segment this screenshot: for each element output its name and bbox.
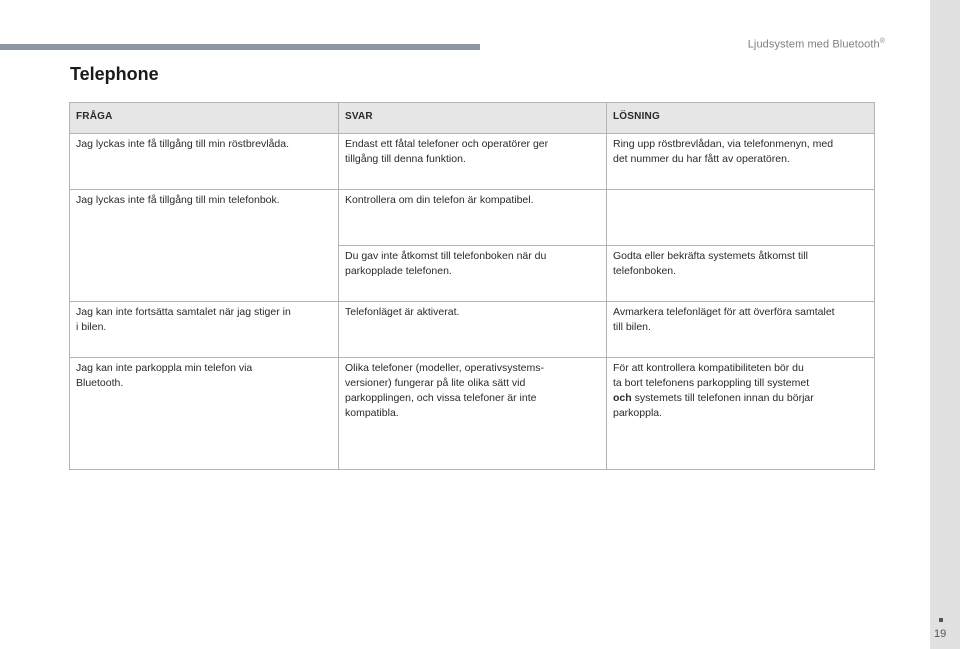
cell-line: För att kontrollera kompatibiliteten bör du (613, 362, 804, 374)
registered-mark: ® (879, 38, 885, 45)
cell-line: Ring upp röstbrevlådan, via telefonmenyn, med (613, 138, 834, 150)
header-solution: LÖSNING (607, 103, 875, 134)
cell-line: Endast ett fåtal telefoner och operatörer ger (345, 138, 549, 150)
question-cell (70, 134, 339, 190)
cell-line: ta bort telefonens parkoppling till systemet (613, 377, 810, 389)
page-number: 19 (934, 628, 947, 640)
cell-line: Jag kan inte parkoppla min telefon via (76, 362, 253, 374)
cell-line: Avmarkera telefonläget för att överföra samtalet (613, 306, 835, 318)
cell-line: det nummer du har fått av operatören. (613, 153, 790, 165)
cell-line: i bilen. (76, 321, 107, 333)
header-rule (0, 44, 480, 50)
solution-cell (607, 302, 875, 358)
cell-line: Du gav inte åtkomst till telefonboken när du (345, 250, 547, 262)
solution-cell (607, 246, 875, 302)
troubleshooting-table (69, 102, 875, 470)
cell-line: Godta eller bekräfta systemets åtkomst till (613, 250, 808, 262)
solution-cell (607, 190, 875, 246)
cell-line: parkopplade telefonen. (345, 265, 452, 277)
cell-line (613, 391, 868, 406)
question-cell (70, 358, 339, 470)
header-question: FRÅGA (70, 103, 339, 134)
section-label: Ljudsystem med Bluetooth (747, 38, 880, 51)
answer-cell (339, 134, 607, 190)
cell-line: parkopplingen, och vissa telefoner är inte (345, 392, 537, 404)
emphasis-text: och (613, 392, 632, 404)
header-answer: SVAR (339, 103, 607, 134)
cell-line: till bilen. (613, 321, 651, 333)
solution-cell (607, 134, 875, 190)
page-title: Telephone (70, 64, 159, 84)
cell-line: Jag lyckas inte få tillgång till min telefonbok. (76, 194, 280, 206)
solution-cell (607, 358, 875, 470)
cell-line: Olika telefoner (modeller, operativsystems- (345, 362, 544, 374)
cell-line: tillgång till denna funktion. (345, 153, 466, 165)
answer-cell (339, 302, 607, 358)
answer-cell (339, 358, 607, 470)
cell-line: telefonboken. (613, 265, 677, 277)
table-row (70, 302, 875, 358)
answer-cell (339, 190, 607, 246)
page-marker (939, 618, 943, 622)
page-margin-band (930, 0, 960, 649)
cell-line: kompatibla. (345, 407, 399, 419)
question-cell (70, 190, 339, 302)
table-row (70, 358, 875, 470)
table-row (70, 190, 875, 246)
cell-line: Telefonläget är aktiverat. (345, 306, 460, 318)
cell-line: Bluetooth. (76, 377, 124, 389)
cell-line: Jag lyckas inte få tillgång till min röstbrevlåda. (76, 138, 290, 150)
table-header-row (70, 103, 875, 134)
cell-line: Kontrollera om din telefon är kompatibel. (345, 194, 534, 206)
answer-cell (339, 246, 607, 302)
section-header (748, 38, 885, 51)
cell-line: versioner) fungerar på lite olika sätt vid (345, 377, 526, 389)
table-row (70, 134, 875, 190)
cell-text: systemets till telefonen innan du börjar (631, 392, 814, 404)
cell-line: parkoppla. (613, 407, 663, 419)
question-cell (70, 302, 339, 358)
cell-line: Jag kan inte fortsätta samtalet när jag stiger in (76, 306, 291, 318)
